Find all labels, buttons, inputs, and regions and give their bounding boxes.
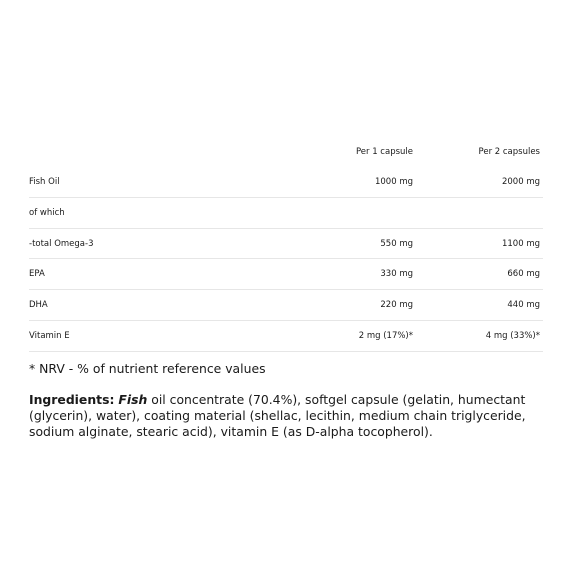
ingredients-label: Ingredients: (29, 392, 115, 407)
nutrition-table (29, 139, 543, 352)
ingredients-paragraph (29, 392, 559, 440)
table-row (29, 290, 543, 321)
table-row (29, 229, 543, 260)
per-1-capsule-value: 1000 mg (374, 177, 413, 187)
column-header-per-1-capsule: Per 1 capsule (355, 147, 413, 157)
table-row (29, 259, 543, 290)
nutrient-name: DHA (29, 300, 48, 311)
per-2-capsules-value: 440 mg (507, 300, 540, 311)
per-1-capsule-value: 550 mg (380, 238, 413, 249)
nutrient-name: -total Omega-3 (29, 238, 94, 249)
column-header-per-2-capsules: Per 2 capsules (478, 147, 540, 157)
per-1-capsule-value: 2 mg (17%)* (358, 330, 413, 341)
per-2-capsules-value: 2000 mg (501, 177, 540, 187)
table-row (29, 167, 543, 198)
table-header (29, 139, 543, 167)
table-row (29, 321, 543, 352)
per-2-capsules-value: 1100 mg (501, 238, 540, 249)
nrv-footnote: * NRV - % of nutrient reference values (29, 361, 266, 376)
per-1-capsule-value: 330 mg (380, 269, 413, 280)
nutrient-name: of which (29, 207, 65, 218)
nutrient-name: Fish Oil (29, 177, 60, 187)
nutrient-name: EPA (29, 269, 45, 280)
per-2-capsules-value: 660 mg (507, 269, 540, 280)
ingredients-text: oil concentrate (70.4%), softgel capsule (gelatin, humectant (glycerin), water), coating material (shellac, lecithin, medium chain triglyceride, sodium alginate, stearic acid), vitamin E (as D-alpha tocopherol). (29, 392, 526, 439)
per-2-capsules-value: 4 mg (33%)* (485, 330, 540, 341)
table-row (29, 198, 543, 229)
nutrient-name: Vitamin E (29, 330, 70, 341)
ingredients-highlight: Fish (118, 392, 148, 407)
per-1-capsule-value: 220 mg (380, 300, 413, 311)
